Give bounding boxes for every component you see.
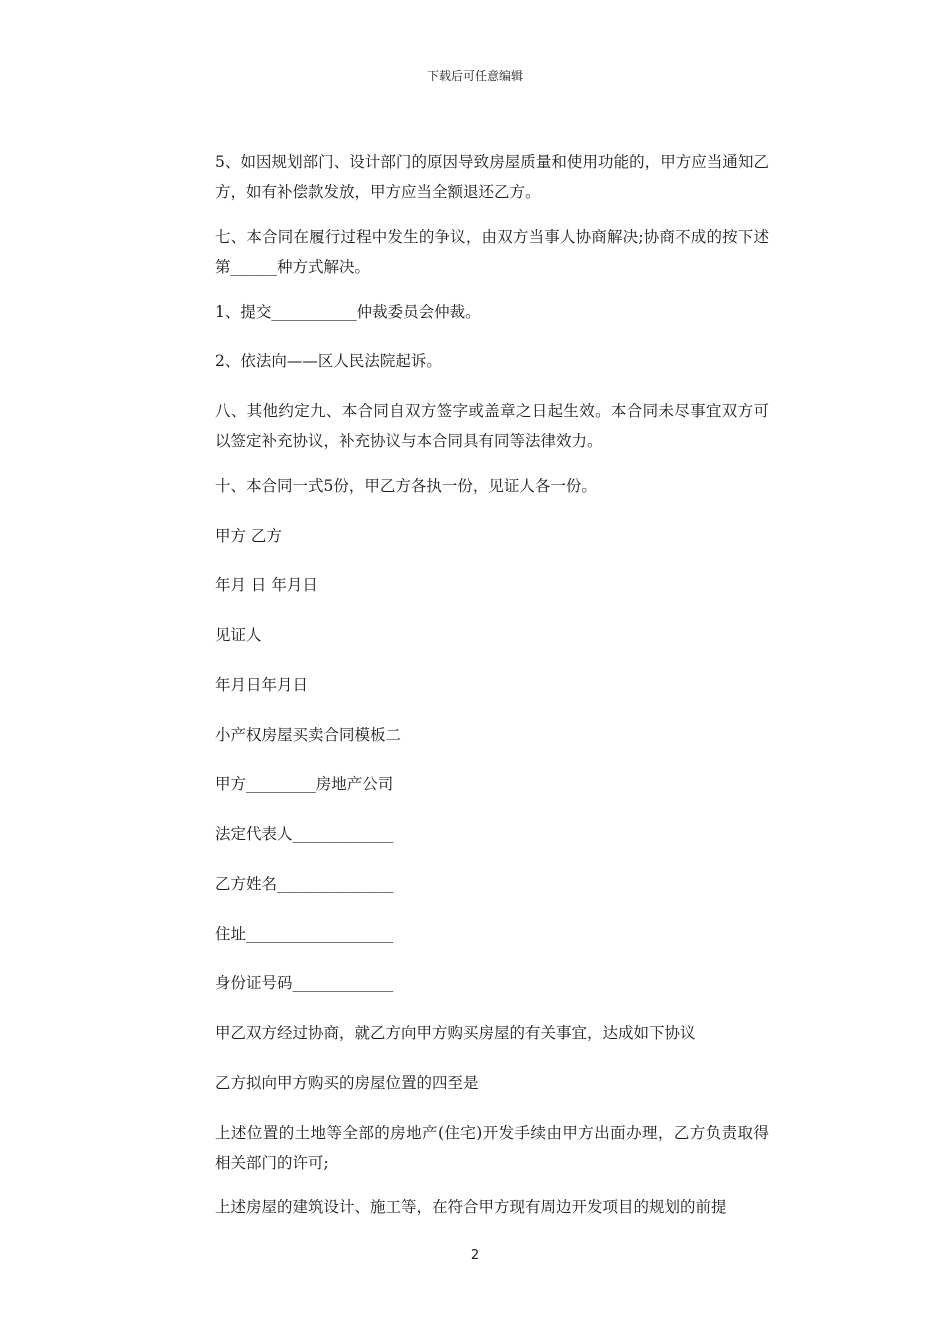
paragraph-text: 小产权房屋买卖合同模板二 <box>215 726 402 744</box>
paragraph-clause-8-9 <box>183 396 769 456</box>
paragraph-text: 年月日年月日 <box>215 676 309 694</box>
paragraph-clause-7 <box>183 222 769 282</box>
paragraph-witness-dates <box>183 670 769 700</box>
paragraph-witness <box>183 620 769 650</box>
paragraph-text: 年月 日 年月日 <box>215 576 318 594</box>
paragraph-dates <box>183 570 769 600</box>
paragraph-text: 上述位置的土地等全部的房地产(住宅)开发手续由甲方出面办理，乙方负责取得相关部门的许可; <box>215 1124 769 1172</box>
paragraph-text: 法定代表人_____________ <box>215 825 394 843</box>
paragraph-design-construction <box>183 1192 769 1222</box>
page-header: 下载后可任意编辑 <box>426 69 523 83</box>
paragraph-text: 甲方 乙方 <box>215 527 282 545</box>
paragraph-legal-rep <box>183 819 769 849</box>
paragraph-address <box>183 919 769 949</box>
paragraph-text: 八、其他约定九、本合同自双方签字或盖章之日起生效。本合同未尽事宜双方可以签定补充协议，补充协议与本合同具有同等法律效力。 <box>215 402 769 450</box>
paragraph-text: 甲方_________房地产公司 <box>215 775 394 793</box>
paragraph-text: 住址___________________ <box>215 925 394 943</box>
paragraph-text: 1、提交___________仲裁委员会仲裁。 <box>215 303 481 321</box>
paragraph-arbitration <box>183 297 769 327</box>
paragraph-text: 甲乙双方经过协商，就乙方向甲方购买房屋的有关事宜，达成如下协议 <box>215 1024 696 1042</box>
paragraph-parties <box>183 521 769 551</box>
paragraph-party-a <box>183 769 769 799</box>
paragraph-template-title <box>183 720 769 750</box>
paragraph-party-b-name <box>183 869 769 899</box>
paragraph-land-procedures <box>183 1118 769 1178</box>
paragraph-text: 身份证号码_____________ <box>215 974 394 992</box>
paragraph-clause-10 <box>183 471 769 501</box>
page-number: 2 <box>470 1248 480 1263</box>
paragraph-clause-5 <box>183 147 769 207</box>
paragraph-text: 上述房屋的建筑设计、施工等，在符合甲方现有周边开发项目的规划的前提 <box>215 1198 727 1216</box>
paragraph-id-number <box>183 968 769 998</box>
paragraph-text: 乙方拟向甲方购买的房屋位置的四至是 <box>215 1074 479 1092</box>
paragraph-text: 乙方姓名_______________ <box>215 875 394 893</box>
paragraph-text: 见证人 <box>215 626 262 644</box>
paragraph-court <box>183 346 769 376</box>
paragraph-boundaries <box>183 1068 769 1098</box>
paragraph-agreement-intro <box>183 1018 769 1048</box>
paragraph-text: 2、依法向——区人民法院起诉。 <box>215 352 442 370</box>
paragraph-text: 七、本合同在履行过程中发生的争议，由双方当事人协商解决;协商不成的按下述第______种方式解决。 <box>215 228 769 276</box>
paragraph-text: 十、本合同一式5份，甲乙方各执一份，见证人各一份。 <box>215 477 597 495</box>
paragraph-text: 5、如因规划部门、设计部门的原因导致房屋质量和使用功能的，甲方应当通知乙方，如有补偿款发放，甲方应当全额退还乙方。 <box>215 153 769 201</box>
